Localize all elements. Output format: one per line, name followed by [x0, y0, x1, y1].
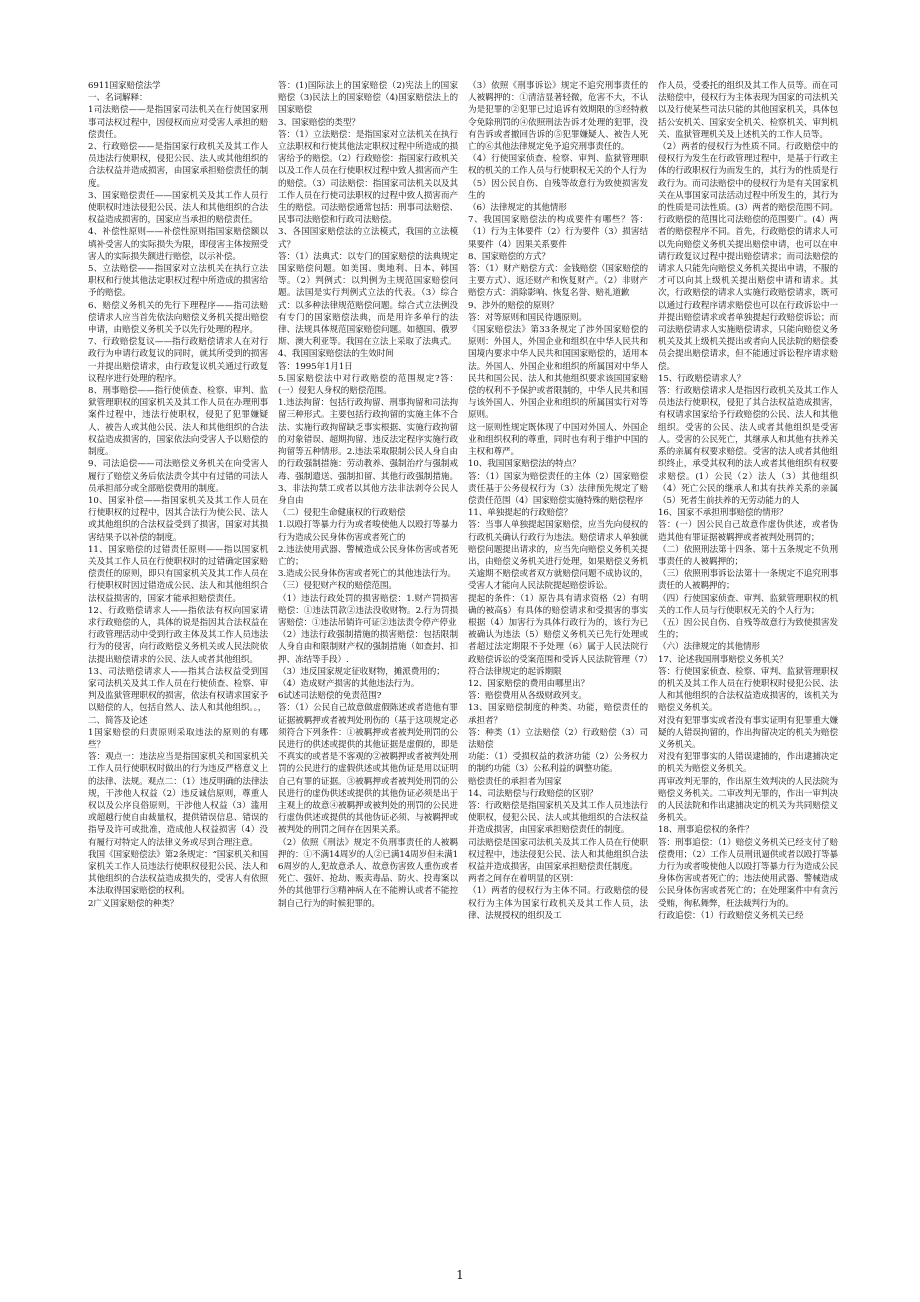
paragraph: 答：行政赔偿是指国家机关及其工作人员违法行使职权，侵犯公民、法人或其他组织的合法权益并造成损害，由国家承担赔偿责任的制度。 — [468, 800, 648, 836]
paragraph: 11、单独提起的行政赔偿？ — [468, 508, 573, 519]
paragraph: 答：种类（1）立法赔偿（2）行政赔偿（3）司法赔偿 — [468, 727, 648, 750]
paragraph: 一、名词解释： — [88, 93, 148, 104]
paragraph: （5）因公民自伤、自残等故意行为致使损害发生的 — [468, 178, 648, 201]
paragraph: 1.违法拘留：包括行政拘留、刑事拘留和司法拘留三种形式。主要包括行政拘留的实施主体不合法、实施行政拘留缺乏事实根据、实施行政拘留的对象错误、超期拘留、违反法定程序实施行政拘留等五种情形。2.违法采取限制公民人身自由的行政强制措施：劳动教养、强制治疗与强制戒毒、强制遣送、强制扣留、其他行政强制措施。3、非法拘禁工或者以其他方法非法剥夺公民人身自由 — [278, 398, 458, 506]
paragraph: （四）行使国家侦查、审判、监狱管理职权的机关的工作人员与行使职权无关的个人行为； — [658, 593, 838, 616]
paragraph: （五）因公民自伤、自残等故意行为致使损害发生的； — [658, 617, 838, 641]
paragraph: 答：对等原则和国民待遇原则。 — [468, 312, 587, 323]
paragraph: 10、我国国家赔偿法的特点？ — [468, 459, 581, 470]
paragraph: 司法赔偿是国家司法机关及其工作人员在行使职权过程中，违法侵犯公民、法人和其他组织合法权益并造成损害，由国家承担赔偿责任制度。 — [468, 837, 648, 872]
paragraph: 答：（1）公民自己故意做虚假陈述或者造他有罪证据被羁押或者被判处刑伤的（基于这项规定必须符合下列条件：①被羁押或者被判处刑罚的公民进行的供述或提供的其他证据是虚假的，即是不真实的或者是不客观的②被羁押或者被判处刑罚的公民进行的虚假供述或其他伪证是用以证明自己有罪的证据。③被羁押或者被判处刑罚的公民进行的虚伪供述或提供的其他伪证必须是出于主观上的故意④被羁押或被判处的刑罚的公民进行虚伪供述或提供的其他伪证必须、与被羁押或被判处的刑罚之间存在因果关系。 — [278, 703, 458, 836]
paragraph: 2广义国家赔偿的种类？ — [88, 898, 179, 909]
paragraph: 9、涉外的赔偿的原则？ — [468, 300, 559, 311]
paragraph: 答：行政赔偿请求人是指因行政机关及其工作人员违法行使职权，侵犯了其合法权益造成损害，有权请求国家给予行政赔偿的公民、法人和其他组织。受害的公民、法人或者其他组织是受害人。受害的公民死亡，其继承人和其他有扶养关系的亲属有权要求赔偿。受害的法人或者其他组织终止，承受其权利的法人或者其他组织有权要求赔偿。(1）公民（2）法人（3）其他组织（4）死亡公民的继承人和其有扶养关系的亲属（5）死者生前扶养的无劳动能力的人 — [658, 386, 838, 506]
paragraph: 5.国家赔偿法中对行政赔偿的范围规定?答：(一）侵犯人身权的赔偿范围。 — [278, 373, 458, 397]
paragraph: 7、我国国家赔偿法的构成要件有哪些？答：（1）行为主体要件（2）行为要件（3）损害结果要件（4）因果关系要件 — [468, 215, 648, 250]
paragraph: 3.造成公民身体伤害或者死亡的其他违法行为。 — [278, 569, 456, 580]
paragraph: 6911国家赔偿法学 — [88, 81, 161, 91]
paragraph: 提起的条件：（1）原告具有请求资格（2）有明确的被高§）有具体的赔偿请求和受损害的事实根据（4）加害行为具体行政行为的，该行为已被确认为违法（5）赔偿义务机关已先行处理或者超过法定期限不予处理（6）属于人民法院行政赔偿诉讼的受案范围和受诉人民法院管理（7）符合法律规定的起诉期限 — [468, 593, 648, 677]
paragraph: （1）违法行政处罚的损害赔偿：1.财产罚损害赔偿：①违法罚款②违法没收财物。2.行为罚损害赔偿：①违法吊销许可证②违法责令停产停业 — [278, 593, 458, 628]
paragraph: （2）依照《刑法》规定不负刑事责任的人被羁押的：①不满14周岁的人②已满14周岁但未满16周岁的人,犯故意杀人、故意伤害致人重伤或者死亡、强奸、抢劫、贩卖毒品、防火、投毒案以外的其他罪行③精神病人在不能辨认或者不能控制自己行为的时候犯罪的。 — [278, 837, 458, 909]
paragraph: （六）法律规定的其他情形 — [658, 642, 760, 653]
paragraph: （1）两者的侵权行为主体不同。行政赔偿的侵权行为主体为国家行政机关及其工作人员，法律、法规授权的组织及工 — [468, 886, 648, 921]
paragraph: 1司法赔偿——是指国家司法机关在行使国家刑事司法权过程中，因侵权而应对受害人承担的赔偿责任。 — [88, 105, 268, 140]
paragraph: 1.以殴打等暴力行为或者唆使他人以殴打等暴力行为造成公民身体伤害或者死亡的 — [278, 520, 458, 543]
paragraph: 18、刑事追偿权的条件？ — [658, 825, 754, 836]
page-number: 1 — [456, 1268, 464, 1282]
paragraph: 对没有犯罪事实或者没有事实证明有犯罪重大嫌疑的人错误拘留的，作出拘留决定的机关为赔偿义务机关。 — [658, 715, 838, 750]
paragraph: 7、行政赔偿复议——指行政赔偿请求人在对行政行为申请行政复议的同时，就其所受到的损害一并提出赔偿请求，由行政复议机关通过行政复议程序进行处理的程序。 — [88, 337, 268, 384]
paragraph: 答：(1)国际法上的国家赔偿（2)宪法上的国家赔偿（3)民法上的国家赔偿（4)国家赔偿法上的国家赔偿 — [278, 81, 458, 116]
paragraph: （二）依照刑法第十四条、第十五条规定不负刑事责任的人被羁押的； — [658, 544, 838, 567]
paragraph: 答：行使国家侦查、检察、审判、监狱管理职权的机关及其工作人员在行使职权时侵犯公民、法人和其他组织的合法权益造成损害的，该机关为赔偿义务机关。 — [658, 666, 838, 714]
paragraph: 行政追偿：（1）行政赔偿义务机关已经 — [658, 910, 804, 921]
paragraph: 14、司法赔偿与行政赔偿的区别？ — [468, 788, 598, 799]
paragraph: 作人员，受委托的组织及其工作人员等。而在司法赔偿中，侵权行为主体表现为国家的司法机关以及行使某些司法只能的其他国家机关，具体包括公安机关、国家安全机关、检察机关、审判机关、监狱管理机关及上述机关的工作人员等。 — [658, 81, 838, 140]
paragraph: 4、我国国家赔偿法的生效时间 — [278, 349, 394, 360]
paragraph: 二、简答及论述 — [88, 715, 148, 726]
paragraph: 12、行政赔偿请求人——指依法有权向国家请求行政赔偿的人，具体的说是指因其合法权益在行政管理活动中受到行政主体及其工作人员违法行为的侵害，向行政赔偿义务机关或人民法院依法提出赔偿请求的公民、法人或者其他组织。 — [88, 605, 268, 665]
paragraph: （6）法律规定的其他情形 — [468, 203, 567, 214]
paragraph: 答：（1）立法赔偿：是指国家对立法机关在执行立法职权和行使其他法定职权过程中所造成的损害给予的赔偿。（2）行政赔偿：指国家行政机关以及工作人员在行使职权过程中致人损害而产生的赔偿。（3）司法赔偿：指国家司法机关以及其工作人员在行使司法职权的过程中致人损害而产生的赔偿。司法赔偿通常包括：刑事司法赔偿、民事司法赔偿和行政司法赔偿。 — [278, 129, 458, 226]
paragraph: 功能：（1）受损权益的救济功能（2）公务权力的制约功能（3）公私利益的调整功能。 — [468, 752, 648, 775]
paragraph: 再审改判无罪的，作出原生效判决的人民法院为赔偿义务机关。二审改判无罪的，作出一审判决的人民法院和作出逮捕决定的机关为共同赔偿义务机关。 — [658, 776, 838, 824]
paragraph: 答：观点一：违法应当是指国家机关和国家机关工作人员行使职权时做出的行为违反严格意义上的法律、法规。观点二：（1）违反明确的法律法规，干涉他人权益（2）违反诚信原则，尊重人权以及公序良俗原则，干涉他人权益（3）滥用或超越行使自由裁量权，提供错误信息、错误的指导及许可或批准，造成他人权益损害（4）没有履行对特定人的法律义务或尽到合理注意。 — [88, 752, 268, 848]
paragraph: （三）依照刑事诉讼法第十一条规定不追究刑事责任的人被羁押的； — [658, 569, 838, 592]
paragraph: 答：当事人单独提起国家赔偿，应当先向侵权的行政机关确认行政行为违法。赔偿请求人单独就赔偿问题提出请求的，应当先向赔偿义务机关提出，由赔偿义务机关进行处理，如果赔偿义务机关逾期不赔偿或者双方就赔偿问题不成协议的，受害人才能向人民法院提起赔偿诉讼。 — [468, 520, 648, 592]
paragraph: 13、司法赔偿请求人——指其合法权益受到国家司法机关及其工作人员在行使侦查、检察、审判及监狱管理职权的损害，依法有权请求国家予以赔偿的人，包括自然人、法人和其他组织。。， — [88, 666, 268, 714]
paragraph: 3、各国国家赔偿法的立法模式，我国的立法模式？ — [278, 227, 458, 250]
paragraph: 3、国家赔偿责任——国家机关及其工作人员行使职权时违法侵犯公民、法人和其他组织的合法权益造成损害的，国家应当承担的赔偿责任。 — [88, 190, 268, 226]
paragraph: 《国家赔偿法》第33条规定了涉外国家赔偿的原则：外国人，外国企业和组织在中华人民共和国境内要求中华人民共和国国家赔偿的，适用本法。外国人、外国企业和组织的所属国对中华人民共和国公民、法人和其他组织要求该国国家赔偿的权利不予保护或者限制的，中华人民共和国与该外国人、外国企业和组织的所属国实行对等原则。 — [468, 325, 648, 421]
paragraph: 17、论述我国刑事赔偿义务机关？ — [658, 654, 788, 665]
paragraph: （2）违法行政强制措施的损害赔偿：包括限制人身自由和限制财产权的强制措施（如查封、扣押、冻结等手段）. — [278, 630, 458, 665]
paragraph: 答：刑事追偿：（1）赔偿义务机关已经支付了赔偿费用；（2）工作人员刑讯逼供或者以殴打等暴力行为或者唆使他人以殴打等暴力行为造成公民身体伤害或者死亡的；违法使用武器、警械造成公民身体伤害或者死亡的；在处理案件中有贪污受贿，徇私舞弊，枉法裁判行为的。 — [658, 837, 838, 909]
paragraph: （3）违反国家规定征收财物，摊派费用的； — [278, 666, 445, 677]
paragraph: 12、国家赔偿的费用由哪里出？ — [468, 678, 590, 689]
paragraph: 答：(一）因公民自己故意作虚伪供述，或者伪造其他有罪证据被羁押或者被判处刑罚的； — [658, 520, 838, 543]
paragraph: 答：1995年1月1日 — [278, 361, 353, 372]
paragraph: 2.违法使用武器、警械造成公民身体伤害或者死亡的； — [278, 544, 458, 567]
paragraph: （2）两者的侵权行为性质不同。行政赔偿中的侵权行为发生在行政管理过程中，是基于行政主体的行政职权行为而发生的，其行为的性质是行政行为。而司法赔偿中的侵权行为是有关国家机关在从事国家司法活动过程中所发生的，其行为的性质是司法性质。(3）两者的赔偿范围不同。行政赔偿的范围比司法赔偿的范围要广。(4）两者的赔偿程序不同。首先，行政赔偿的请求人可以先向赔偿义务机关提出赔偿申请，也可以在申请行政复议过程中提出赔偿请求；而司法赔偿的请求人只能先向赔偿义务机关提出申请，不服的才可以向其上级机关提出赔偿申请和请求。其次，行政赔偿的请求人实施行政赔偿请求，既可以通过行政程序请求赔偿也可以在行政诉讼中一并提出赔偿请求或者单独提起行政赔偿诉讼；而司法赔偿请求人实施赔偿请求，只能向赔偿义务机关及其上级机关提出或者向人民法院的赔偿委员会提出赔偿请求，但不能通过诉讼程序请求赔偿。 — [658, 142, 838, 372]
paragraph: 5、立法赔偿——指国家对立法机关在执行立法职权和行使其他法定职权过程中所造成的损害给予的赔偿。 — [88, 264, 268, 299]
paragraph: 答：（1）财产赔偿方式：金钱赔偿（国家赔偿的主要方式）、返还财产和恢复财产。（2）非财产赔偿方式：消除影响、恢复名誉、赔礼道歉 — [468, 264, 648, 299]
paragraph: 答：赔偿费用从各级财政列支。 — [468, 691, 587, 702]
paragraph: （4）行使国家侦查、检察、审判、监狱管理职权的机关的工作人员与行使职权无关的个人行为 — [468, 154, 648, 177]
paragraph: 2、行政赔偿——是指国家行政机关及其工作人员违法行使职权，侵犯公民、法人或其他组织的合法权益并造成损害，由国家承担赔偿责任的制度。 — [88, 142, 268, 189]
paragraph: 这一原则性规定既体现了中国对外国人、外国企业和组织权利的尊重，同时也有利于维护中国的主权和尊严。 — [468, 422, 648, 458]
paragraph: 答：（1）法典式：以专门的国家赔偿的法典规定国家赔偿问题。如美国、奥地利、日本、韩国等。（2）判例式：以判例为主规范国家赔偿问题。法国是实行判例式立法的代表。（3）综合式：以多种法律规范赔偿问题。综合式立法例没有专门的国家赔偿法典，而是用许多单行的法律、法规具体规范国家赔偿问题。如德国、俄罗斯、澳大利亚等。我国在立法上采取了法典式。 — [278, 251, 458, 348]
text-column-4 — [658, 80, 838, 1270]
paragraph: 13、国家赔偿制度的种类、功能，赔偿责任的承担者？ — [468, 703, 648, 726]
paragraph: 赔偿责任的承担者为国家 — [468, 776, 562, 787]
paragraph: 6试述司法赔偿的免责范围? — [278, 691, 382, 702]
paragraph: 10、国家补偿——指国家机关及其工作人员在行使职权的过程中，因其合法行为使公民、法人或其他组织的合法权益受到了损害，国家对其损害结果予以补偿的制度。 — [88, 495, 268, 543]
paragraph: 16、国家不承担刑事赔偿的情形？ — [658, 508, 788, 519]
paragraph: （三）侵犯财产权的赔偿范围。 — [278, 581, 397, 592]
paragraph: （3）依照《刑事诉讼》规定不追究刑事责任的人被羁押的：①清洁显著轻微，危害不大，不认为是犯罪的②犯罪已过追诉有效期限的③经特赦令免除刑罚的④依照刑法告诉才处理的犯罪，没有告诉或者撤回告诉的⑤犯罪嫌疑人、被告人死亡的⑥其他法律规定免予追究刑事责任的。 — [468, 81, 648, 153]
paragraph: （二）侵犯生命健康权的行政赔偿 — [278, 508, 406, 519]
paragraph: 11、国家赔偿的过错责任原则——指以国家机关及其工作人员在行使职权时的过错确定国家赔偿责任的原则，即只有国家机关及其工作人员在行使职权时因过错造成公民、法人和其他组织合法权益损害的，国家才能承担赔偿责任。 — [88, 544, 268, 604]
paragraph: 8、国家赔偿的方式？ — [468, 251, 550, 262]
paragraph: 两者之间存在着明显的区别： — [468, 874, 579, 885]
paragraph: 1国家赔偿的归责原则采取违法的原则的有哪些？ — [88, 727, 268, 750]
paragraph: 我国《国家赔偿法》第2条规定：“国家机关和国家机关工作人员违法行使职权侵犯公民、法人和其他组织的合法权益造成损失的，受害人有依照本法取得国家赔偿的权利。 — [88, 849, 268, 897]
paragraph: 对没有犯罪事实的人错误逮捕的，作出逮捕决定的机关为赔偿义务机关。 — [658, 752, 838, 775]
paragraph: 6、赔偿义务机关的先行下理程序——指司法赔偿请求人应当首先依法向赔偿义务机关提出赔偿申请，由赔偿义务机关予以先行处理的程序。 — [88, 300, 268, 336]
paragraph: 8、刑事赔偿——指行使侦查、检察、审判、监狱管理职权的国家机关及其工作人员在办理刑事案件过程中，违法行使职权，侵犯了犯罪嫌疑人、被告人或其他公民、法人和其他组织的合法权益造成损害的，国家依法向受害人予以赔偿的制度。 — [88, 386, 268, 458]
paragraph: 3、国家赔偿的类型？ — [278, 117, 360, 128]
paragraph: 答：（1）国家为赔偿责任的主体（2）国家赔偿责任基于公务侵权行为（3）法律预先规定了赔偿责任范围（4）国家赔偿实施特殊的赔偿程序 — [468, 471, 648, 506]
paragraph: （4）造成财产损害的其他违法行为。 — [278, 678, 420, 689]
paragraph: 9、司法追偿——司法赔偿义务机关在向受害人履行了赔偿义务后依法责令其中有过错的司法人员承担部分或全部赔偿费用的制度。 — [88, 459, 268, 494]
text-column-3 — [468, 80, 648, 1270]
text-column-1 — [88, 80, 268, 1270]
paragraph: 15、行政赔偿请求人？ — [658, 373, 746, 384]
paragraph: 4、补偿性原则——补偿性原则指国家赔偿额以填补受害人的实际损失为限，即侵害主体按照受害人的实际损失额进行赔偿，以示补偿。 — [88, 227, 268, 262]
text-column-2 — [278, 80, 458, 1270]
